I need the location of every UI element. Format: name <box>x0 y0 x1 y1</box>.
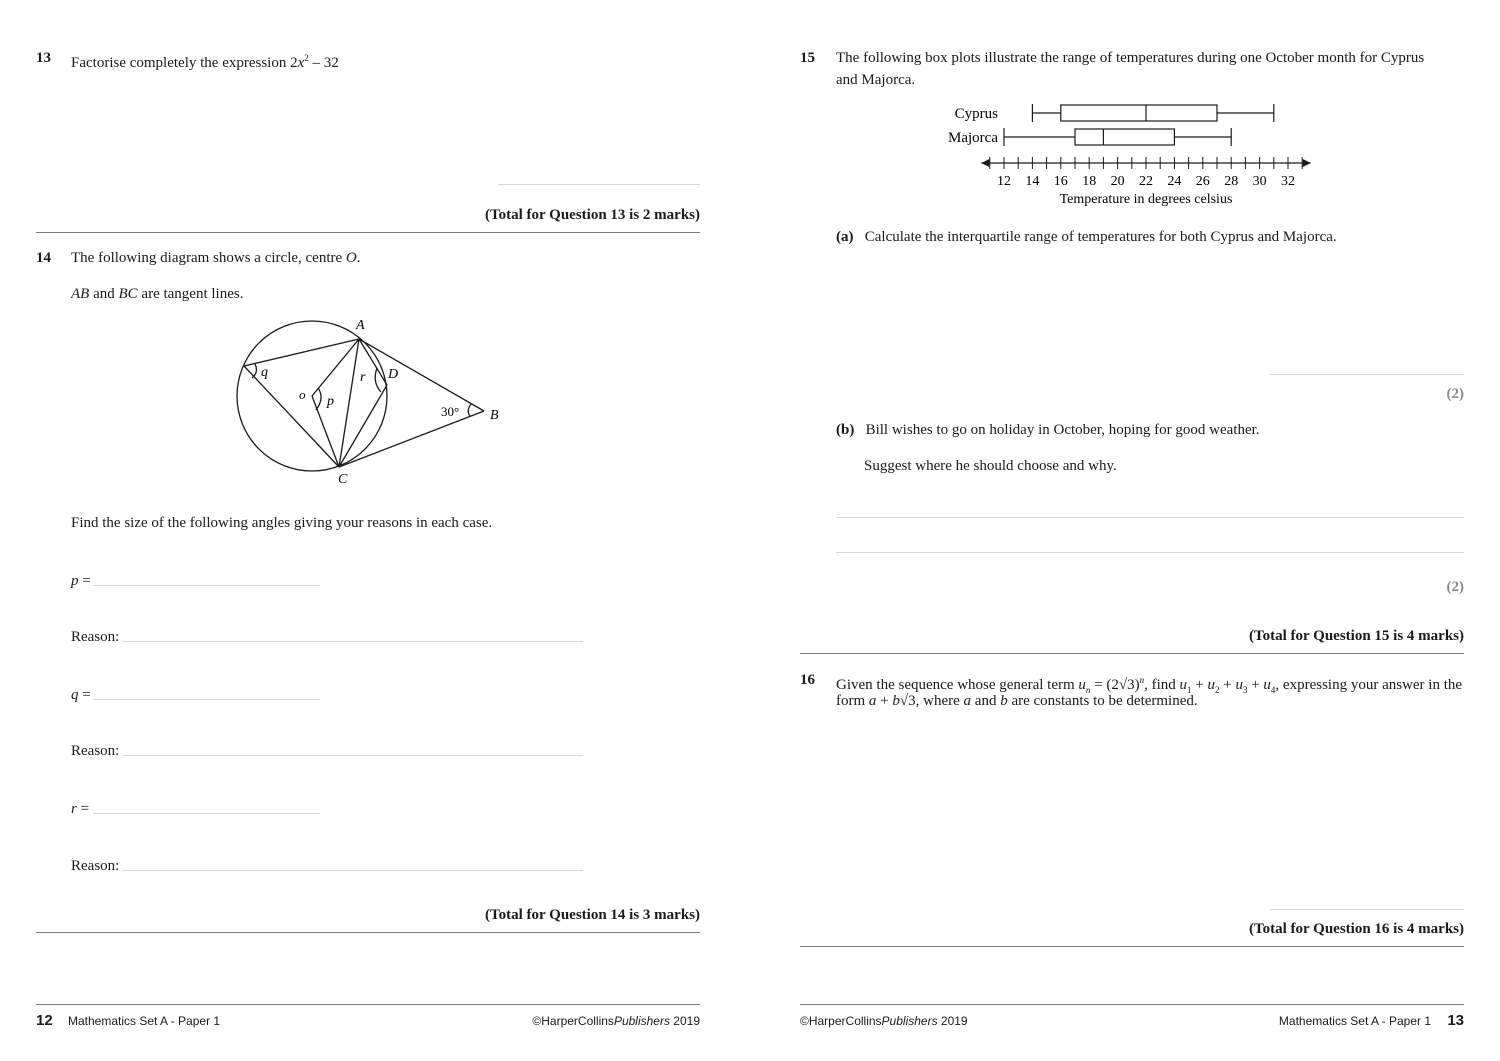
left-copy-b: Publishers <box>613 1014 670 1028</box>
label-r: r <box>360 370 366 385</box>
majorca-series-label: Majorca <box>948 130 998 146</box>
q15-divider <box>800 653 1464 654</box>
question-15-number: 15 <box>800 50 815 66</box>
q16-sup-n: n <box>1139 675 1145 685</box>
q14-ab: AB <box>71 286 90 302</box>
label-d: D <box>388 367 399 382</box>
q16-sub2: 2 <box>1214 685 1220 695</box>
q14-total: (Total for Question 14 is 3 marks) <box>484 907 700 923</box>
q16-divider <box>800 946 1464 947</box>
q16-a: a <box>868 693 877 709</box>
q15-line1: The following box plots illustrate the range of temperatures during one October month for Cyprus <box>836 50 1425 66</box>
right-copy-a: ©HarperCollins <box>800 1014 882 1028</box>
chord-left-a <box>244 339 359 366</box>
q15b-marks: (2) <box>1446 579 1464 595</box>
q16-plus3: + <box>1247 677 1264 693</box>
chord-d-c <box>339 385 387 467</box>
x-axis-right-arrow <box>1303 159 1311 167</box>
question-13-number: 13 <box>36 50 51 66</box>
p-equals: = <box>78 573 91 589</box>
p-reason-line[interactable] <box>122 641 583 642</box>
label-q: q <box>261 365 268 380</box>
q16-line2b: , where <box>915 693 964 709</box>
q16-sqrt3: √3 <box>899 693 916 709</box>
q-answer-label <box>71 685 91 706</box>
r-reason-line[interactable] <box>122 870 583 871</box>
x-tick-label-22: 22 <box>1139 174 1153 189</box>
x-tick-label-32: 32 <box>1281 174 1295 189</box>
q16-b2: b <box>1000 693 1008 709</box>
q16-a2: a <box>963 693 972 709</box>
q16-plus2: + <box>1219 677 1236 693</box>
q14-bc: BC <box>118 286 138 302</box>
q16-u4: u <box>1263 677 1271 693</box>
q16-answer-line[interactable] <box>1270 909 1464 910</box>
q13-variable: x <box>297 55 305 71</box>
right-footer-title: Mathematics Set A - Paper 1 <box>1278 1014 1431 1028</box>
x-tick-label-28: 28 <box>1224 174 1239 189</box>
q16-n: n <box>1085 685 1091 695</box>
q14-and: and <box>89 286 119 302</box>
q14-line2-end: are tangent lines. <box>137 286 244 302</box>
q15-total: (Total for Question 15 is 4 marks) <box>1248 628 1464 644</box>
label-angle-30: 30° <box>441 404 460 419</box>
p-answer-line[interactable] <box>93 585 320 586</box>
q16-sub4: 4 <box>1270 685 1276 695</box>
left-footer-copyright <box>532 1014 700 1028</box>
q15b-answer-line-1[interactable] <box>836 517 1464 518</box>
p-symbol: p <box>71 573 79 589</box>
right-footer-rule <box>800 1004 1464 1005</box>
q15a-answer-line[interactable] <box>1270 374 1464 375</box>
circle-tangent-diagram <box>0 0 700 500</box>
left-footer-title: Mathematics Set A - Paper 1 <box>68 1014 221 1028</box>
x-tick-label-14: 14 <box>1025 174 1040 189</box>
q15b <box>836 420 1260 441</box>
right-footer-copyright <box>800 1014 968 1028</box>
label-o: o <box>299 387 306 402</box>
q15a <box>836 227 1337 248</box>
q14-divider <box>36 932 700 933</box>
q15a-marks: (2) <box>1446 386 1464 402</box>
q13-total: (Total for Question 13 is 2 marks) <box>484 207 700 223</box>
r-answer-line[interactable] <box>93 813 320 814</box>
angle-b-arc <box>468 404 471 416</box>
q-reason-label: Reason: <box>71 743 120 759</box>
q14-center: O <box>345 250 357 266</box>
q-reason-line[interactable] <box>122 755 583 756</box>
x-tick-label-26: 26 <box>1195 174 1210 189</box>
q-answer-line[interactable] <box>93 699 320 700</box>
q16-t2: , find <box>1144 677 1180 693</box>
r-reason-label: Reason: <box>71 858 120 874</box>
q16-u1: u <box>1179 677 1188 693</box>
q16-formula: = (2√3) <box>1090 677 1140 693</box>
cyprus-box <box>1061 105 1217 121</box>
x-tick-label-18: 18 <box>1082 174 1097 189</box>
q15-line2: and Majorca. <box>836 72 916 88</box>
q-symbol: q <box>71 687 79 703</box>
q15b-label: (b) <box>836 422 855 438</box>
q16-u3: u <box>1235 677 1243 693</box>
label-p: p <box>327 394 334 409</box>
majorca-box <box>1075 129 1174 145</box>
q13-text: Factorise completely the expression 2 <box>71 55 298 71</box>
left-copy-c: 2019 <box>669 1014 700 1028</box>
q16-b: b <box>892 693 900 709</box>
x-tick-label-12: 12 <box>997 174 1011 189</box>
q15b-text1: Bill wishes to go on holiday in October, hoping for good weather. <box>865 422 1260 438</box>
q15a-text: Calculate the interquartile range of temperatures for both Cyprus and Majorca. <box>864 229 1337 245</box>
r-answer-label <box>71 799 89 820</box>
tangent-c-b <box>339 411 484 467</box>
question-16-number: 16 <box>800 672 815 688</box>
q16-t3: , expressing your answer in the <box>1275 677 1463 693</box>
r-symbol: r <box>71 801 77 817</box>
x-tick-label-30: 30 <box>1252 174 1267 189</box>
label-b: B <box>490 408 499 423</box>
left-copy-a: ©HarperCollins <box>532 1014 614 1028</box>
q14-instruction: Find the size of the following angles giving your reasons in each case. <box>71 515 493 531</box>
p-reason-label: Reason: <box>71 629 120 645</box>
q15a-label: (a) <box>836 229 854 245</box>
right-page-number: 13 <box>1447 1012 1464 1029</box>
q14-line1-end: . <box>356 250 361 266</box>
question-14-number: 14 <box>36 250 51 266</box>
q16-line2c: and <box>971 693 1001 709</box>
r-equals: = <box>76 801 90 817</box>
left-footer-rule <box>36 1004 700 1005</box>
chord-a-c <box>339 339 359 467</box>
q16-plusb: + <box>876 693 893 709</box>
x-tick-label-24: 24 <box>1167 174 1182 189</box>
x-axis-title: Temperature in degrees celsius <box>1059 192 1233 207</box>
temperature-boxplot-chart <box>930 98 1330 210</box>
q16-total: (Total for Question 16 is 4 marks) <box>1248 921 1464 937</box>
radius-o-c <box>312 396 339 467</box>
right-copy-c: 2019 <box>937 1014 968 1028</box>
right-copy-b: Publishers <box>881 1014 938 1028</box>
q16-line2 <box>836 691 1198 712</box>
q16-t1: Given the sequence whose general term <box>836 677 1079 693</box>
q13-exponent: 2 <box>304 53 309 63</box>
q16-u: u <box>1078 677 1086 693</box>
q-equals: = <box>78 687 91 703</box>
q15b-answer-line-2[interactable] <box>836 552 1464 553</box>
q16-sub1: 1 <box>1187 685 1192 695</box>
q16-u2: u <box>1207 677 1215 693</box>
label-c: C <box>338 472 348 487</box>
q13-rest: – 32 <box>308 55 339 71</box>
q16-line2d: are constants to be determined. <box>1007 693 1198 709</box>
left-page-number: 12 <box>36 1012 53 1029</box>
q16-sub3: 3 <box>1242 685 1248 695</box>
label-a: A <box>356 318 365 333</box>
q15b-text2: Suggest where he should choose and why. <box>864 458 1117 474</box>
p-answer-label <box>71 571 91 592</box>
cyprus-series-label: Cyprus <box>954 106 998 122</box>
x-tick-label-16: 16 <box>1053 174 1068 189</box>
x-axis-left-arrow <box>981 159 989 167</box>
q16-plus1: + <box>1191 677 1208 693</box>
q16-line2a: form <box>836 693 869 709</box>
x-tick-label-20: 20 <box>1110 174 1125 189</box>
q14-line1: The following diagram shows a circle, centre <box>71 250 346 266</box>
